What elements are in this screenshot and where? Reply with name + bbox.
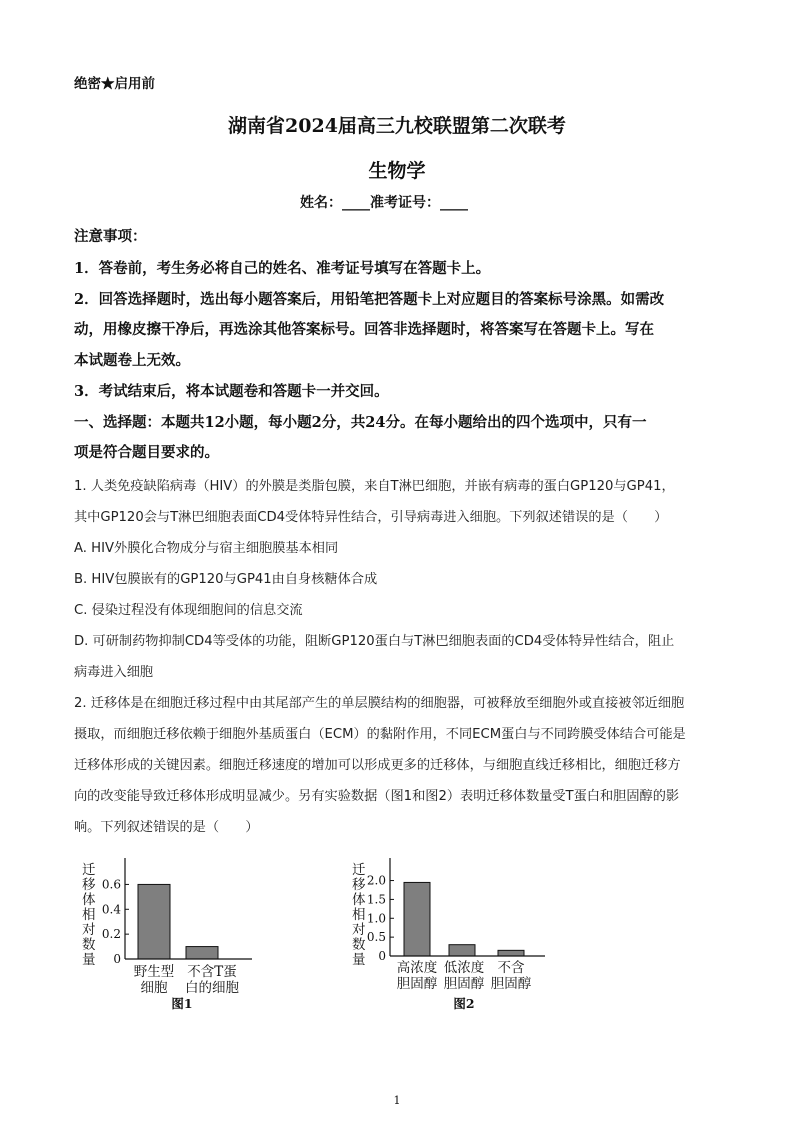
q2-stem-line-1: 2. 迁移体是在细胞迁移过程中由其尾部产生的单层膜结构的细胞器，可被释放至细胞外或直接被邻近细胞 [74, 696, 685, 711]
fig2-ytick-label: 1.0 [366, 911, 386, 926]
subject-title: 生物学 [368, 160, 426, 182]
fig2-cat-3-line-2: 胆固醇 [490, 976, 532, 992]
fig2-ytick-label: 0.5 [366, 930, 386, 945]
note-2-line-3: 本试题卷上无效。 [74, 352, 190, 369]
fig1-cat-1-line-1: 野生型 [133, 964, 175, 980]
note-3: 3．考试结束后，将本试题卷和答题卡一并交回。 [74, 383, 389, 400]
fig1-ytick-label: 0.6 [101, 877, 121, 892]
q1-option-a: A. HIV外膜化合物成分与宿主细胞膜基本相同 [74, 541, 339, 556]
fig2-ylabel-5: 对 [352, 922, 366, 938]
q1-stem-line-2: 其中GP120会与T淋巴细胞表面CD4受体特异性结合，引导病毒进入细胞。下列叙述错误的是（ ） [74, 510, 668, 525]
q1-option-c: C. 侵染过程没有体现细胞间的信息交流 [74, 603, 303, 618]
fig1-ylabel-7: 量 [82, 952, 96, 968]
fig2-ylabel-1: 迁 [352, 862, 366, 878]
fig1-ylabel-1: 迁 [82, 862, 96, 878]
fig1-ylabel-2: 移 [82, 877, 96, 893]
fig2-ylabel-4: 相 [352, 907, 366, 923]
fig2-caption: 图2 [453, 996, 475, 1011]
fig2-cat-2-line-2: 胆固醇 [443, 976, 485, 992]
fig1-caption: 图1 [171, 996, 193, 1011]
fig2-bar-2 [449, 945, 475, 956]
fig2-ylabel-7: 量 [352, 952, 366, 968]
name-id-line [300, 192, 468, 212]
page-number: 1 [393, 1094, 401, 1107]
fig2-cat-3-line-1: 不含 [497, 960, 525, 976]
fig2-bar-3 [498, 950, 524, 956]
fig1-ytick-label: 0 [113, 952, 121, 966]
q2-stem-line-4: 向的改变能导致迁移体形成明显减少。另有实验数据（图1和图2）表明迁移体数量受T蛋白和胆固醇的影 [74, 789, 680, 804]
fig1-ytick-label: 0.2 [101, 927, 121, 942]
q2-stem-line-3: 迁移体形成的关键因素。细胞迁移速度的增加可以形成更多的迁移体，与细胞直线迁移相比，细胞迁移方 [74, 758, 681, 773]
id-label: 准考证号： [370, 195, 440, 211]
note-2-line-2: 动，用橡皮擦干净后，再选涂其他答案标号。回答非选择题时，将答案写在答题卡上。写在 [74, 321, 654, 338]
fig2-ylabel-3: 体 [352, 892, 366, 908]
fig2-ylabel-6: 数 [352, 937, 366, 953]
q1-option-d-line-1: D. 可研制药物抑制CD4等受体的功能，阻断GP120蛋白与T淋巴细胞表面的CD4受体特异性结合，阻止 [74, 634, 675, 649]
fig1-cat-2-line-1: 不含T蛋 [187, 964, 237, 980]
fig2-cat-1-line-2: 胆固醇 [396, 976, 438, 992]
section-heading-line-1: 一、选择题：本题共12小题，每小题2分，共24分。在每小题给出的四个选项中，只有一 [74, 414, 647, 431]
name-blank: ____ [342, 195, 370, 211]
fig1-cat-2-line-2: 白的细胞 [185, 980, 239, 996]
q2-stem-line-5: 响。下列叙述错误的是（ ） [74, 820, 259, 835]
fig2-cat-1-line-1: 高浓度 [396, 960, 438, 976]
fig2-cat-2-line-1: 低浓度 [443, 960, 485, 976]
fig2-bar-1 [404, 882, 430, 956]
confidential-label: 绝密★启用前 [74, 76, 155, 92]
fig1-cat-1-line-2: 细胞 [140, 980, 168, 996]
q1-option-d-line-2: 病毒进入细胞 [74, 665, 154, 680]
q1-option-b: B. HIV包膜嵌有的GP120与GP41由自身核糖体合成 [74, 572, 378, 587]
fig1-bar-1 [138, 884, 170, 959]
figure-1-chart [70, 852, 270, 1017]
fig1-bar-2 [186, 947, 218, 959]
fig2-ytick-label: 2.0 [366, 873, 386, 888]
figure-2-chart [340, 852, 555, 1017]
fig1-ylabel-6: 数 [82, 937, 96, 953]
fig1-ylabel-3: 体 [82, 892, 96, 908]
section-heading-line-2: 项是符合题目要求的。 [74, 444, 219, 461]
fig2-ytick-label: 0 [378, 949, 386, 963]
fig1-ytick-label: 0.4 [101, 902, 121, 917]
name-label: 姓名： [300, 195, 342, 211]
notes-heading: 注意事项： [74, 228, 147, 245]
fig1-ylabel-5: 对 [82, 922, 96, 938]
id-blank: ____ [440, 195, 468, 211]
q1-stem-line-1: 1. 人类免疫缺陷病毒（HIV）的外膜是类脂包膜，来自T淋巴细胞，并嵌有病毒的蛋白GP120与GP41， [74, 479, 675, 494]
note-1: 1．答卷前，考生务必将自己的姓名、准考证号填写在答题卡上。 [74, 260, 491, 277]
fig1-ylabel-4: 相 [82, 907, 96, 923]
fig2-ytick-label: 1.5 [366, 892, 386, 907]
q2-stem-line-2: 摄取，而细胞迁移依赖于细胞外基质蛋白（ECM）的黏附作用，不同ECM蛋白与不同跨膜受体结合可能是 [74, 727, 686, 742]
note-2-line-1: 2．回答选择题时，选出每小题答案后，用铅笔把答题卡上对应题目的答案标号涂黑。如需改 [74, 291, 665, 308]
exam-title: 湖南省2024届高三九校联盟第二次联考 [228, 115, 566, 137]
fig2-ylabel-2: 移 [352, 877, 366, 893]
